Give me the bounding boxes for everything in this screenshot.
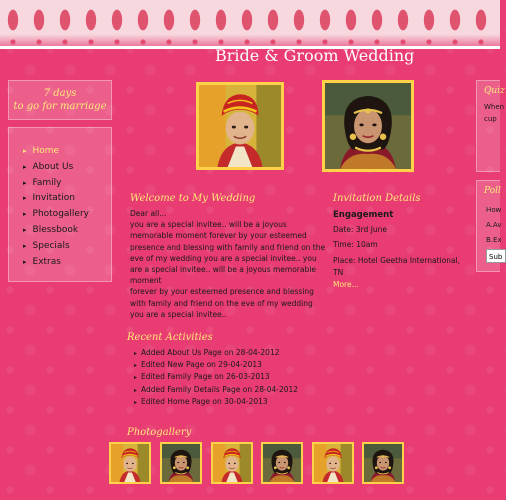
- gallery-thumb[interactable]: [362, 442, 404, 484]
- main-nav: [8, 127, 112, 282]
- welcome-title: Welcome to My Wedding: [130, 193, 256, 204]
- activity-item[interactable]: [134, 347, 298, 359]
- groom-thumb-image: [111, 444, 149, 482]
- poll-submit-button[interactable]: Sub: [486, 249, 506, 263]
- nav-item-about-us[interactable]: [23, 160, 111, 176]
- quiz-question-line-1: When: [484, 103, 505, 111]
- groom-portrait-image: [199, 85, 281, 167]
- bullet-icon: ▸: [23, 225, 27, 234]
- nav-item-label: Blessbook: [32, 224, 79, 235]
- countdown-box: [8, 80, 112, 120]
- activity-item[interactable]: [134, 396, 298, 408]
- welcome-greeting: Dear all...: [130, 209, 167, 218]
- bullet-icon: ▸: [23, 241, 27, 250]
- nav-item-extras[interactable]: [23, 255, 111, 271]
- bullet-icon: ▸: [23, 162, 27, 171]
- bullet-icon: ▸: [23, 147, 27, 155]
- bride-photo[interactable]: [322, 80, 414, 172]
- activity-text: Added Family Details Page on 28-04-2012: [141, 384, 299, 394]
- bride-thumb-image: [263, 444, 301, 482]
- bride-portrait-image: [325, 83, 411, 169]
- arrow-right-icon: ▸: [134, 374, 138, 382]
- banner-fade: [0, 34, 500, 46]
- site-title: Bride & Groom Wedding: [215, 46, 415, 65]
- activity-text: Edited New Page on 29-04-2013: [141, 360, 262, 370]
- gallery-thumb[interactable]: [109, 442, 151, 484]
- engagement-heading: Engagement: [333, 210, 394, 220]
- bullet-icon: ▸: [23, 210, 27, 219]
- activities-title: Recent Activities: [127, 332, 213, 343]
- nav-item-family[interactable]: [23, 176, 111, 192]
- bride-thumb-image: [162, 444, 200, 482]
- nav-item-blessbook[interactable]: [23, 223, 111, 239]
- groom-thumb-image: [314, 444, 352, 482]
- activity-item[interactable]: [134, 371, 298, 383]
- gallery-thumb[interactable]: [312, 442, 354, 484]
- invitation-place: Place: Hotel Geetha International, TN: [333, 256, 461, 277]
- arrow-right-icon: ▸: [134, 398, 138, 406]
- poll-option-a[interactable]: A.Av: [486, 221, 502, 229]
- welcome-text: [130, 208, 328, 320]
- activity-item[interactable]: [134, 384, 298, 396]
- nav-item-label: Photogallery: [32, 209, 89, 220]
- nav-item-label: Specials: [32, 240, 70, 251]
- arrow-right-icon: ▸: [134, 362, 138, 370]
- countdown-label: to go for marriage: [13, 101, 107, 112]
- quiz-title: Quiz: [484, 86, 505, 96]
- arrow-right-icon: ▸: [134, 386, 138, 394]
- groom-thumb-image: [213, 444, 251, 482]
- nav-item-label: Extras: [32, 256, 61, 267]
- gallery-thumb[interactable]: [160, 442, 202, 484]
- activity-item[interactable]: [134, 359, 298, 371]
- bullet-icon: ▸: [23, 178, 27, 187]
- nav-item-label: Home: [32, 146, 60, 156]
- quiz-question-line-2: cup: [484, 115, 497, 123]
- invitation-date: Date: 3rd June: [333, 225, 388, 234]
- invitation-time: Time: 10am: [333, 240, 378, 249]
- gallery-thumb[interactable]: [211, 442, 253, 484]
- activity-text: Added About Us Page on 28-04-2012: [141, 348, 280, 357]
- nav-item-label: Invitation: [32, 193, 75, 204]
- welcome-paragraph-2: forever by your esteemed presence and blessing with family and friend on the eve of my wedding you are a special invitee..: [130, 287, 314, 319]
- activity-text: Edited Family Page on 26-03-2013: [141, 372, 270, 382]
- nav-item-label: Family: [32, 177, 62, 188]
- welcome-paragraph-1: you are a special invitee.. will be a joyous memorable moment forever by your esteemed presence and blessing with family and friend on the eve of my wedding you are a special invitee.. you are a special invitee.. will be a joyous memorable moment: [130, 220, 326, 286]
- activities-list: [134, 347, 298, 408]
- nav-item-photogallery[interactable]: [23, 207, 111, 223]
- nav-item-specials[interactable]: [23, 239, 111, 255]
- poll-question: How: [486, 206, 502, 214]
- gallery-title: Photogallery: [127, 427, 192, 438]
- nav-item-home[interactable]: [23, 144, 111, 160]
- invitation-title: Invitation Details: [333, 193, 421, 204]
- bullet-icon: ▸: [23, 194, 27, 203]
- countdown-days: 7 days: [43, 88, 77, 99]
- more-link[interactable]: More...: [333, 280, 359, 289]
- groom-photo[interactable]: [196, 82, 284, 170]
- activity-text: Edited Home Page on 30-04-2013: [141, 396, 268, 406]
- bullet-icon: ▸: [23, 257, 27, 266]
- bride-thumb-image: [364, 444, 402, 482]
- gallery-thumb[interactable]: [261, 442, 303, 484]
- nav-item-label: About Us: [32, 161, 74, 172]
- poll-option-b[interactable]: B.Ex: [486, 236, 502, 244]
- poll-title: Poll: [484, 186, 501, 196]
- nav-item-invitation[interactable]: [23, 191, 111, 207]
- arrow-right-icon: ▸: [134, 350, 138, 357]
